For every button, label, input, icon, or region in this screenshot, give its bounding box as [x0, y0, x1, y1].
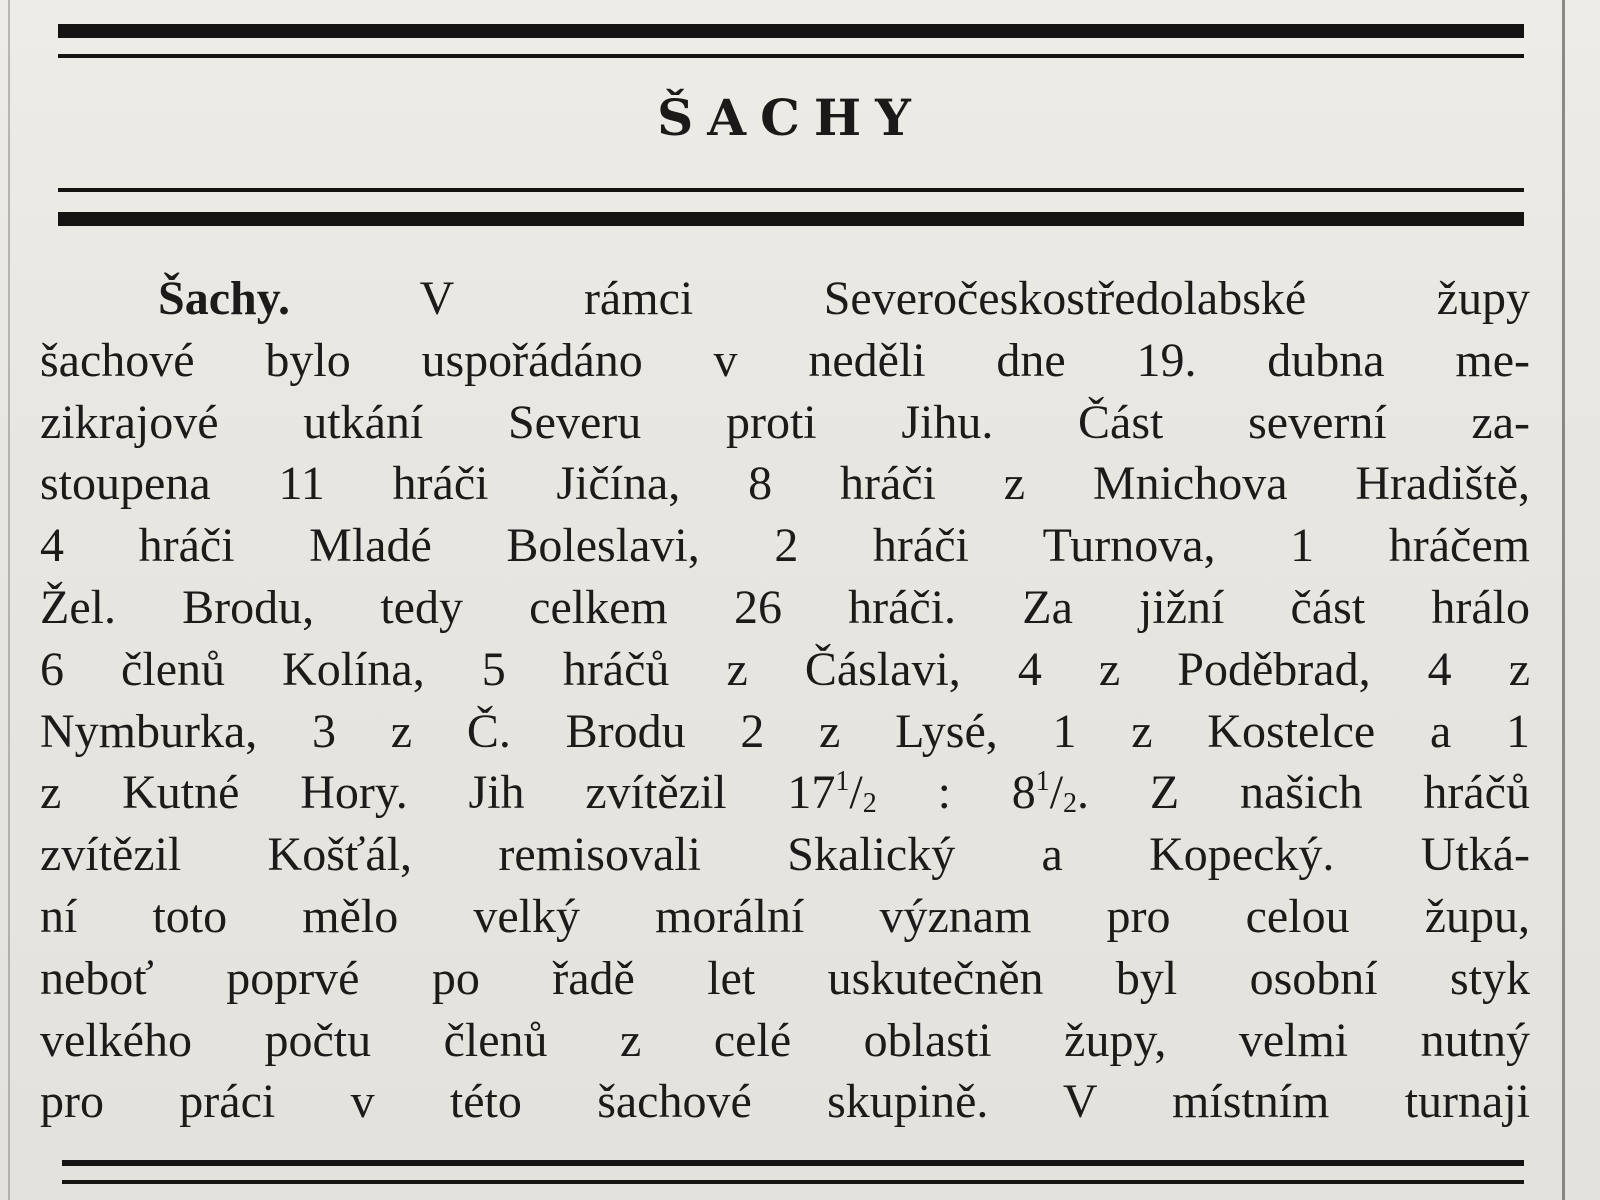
column-edge-left: [8, 0, 10, 1200]
article-line-13: velkého počtu členů z celé oblasti župy, velmi nutný: [40, 1013, 1530, 1067]
article-body: [40, 268, 1530, 1133]
fraction-1-denominator: 2: [862, 788, 877, 820]
bottom-rule-2: [62, 1180, 1524, 1184]
score-text-after: . Z našich hráčů: [1077, 766, 1530, 820]
fraction-2-denominator: 2: [1063, 788, 1078, 820]
article-line-12: neboť poprvé po řadě let uskutečněn byl osobní styk: [40, 951, 1530, 1005]
article-line-11: ní toto mělo velký morální význam pro celou župu,: [40, 889, 1530, 943]
article-line-8: Nymburka, 3 z Č. Brodu 2 z Lysé, 1 z Kostelce a 1: [40, 704, 1530, 758]
article-line-score: [40, 762, 1530, 824]
top-thin-rule: [58, 54, 1524, 58]
article-line-6: Žel. Brodu, tedy celkem 26 hráči. Za jižní část hrálo: [40, 580, 1530, 634]
fraction-2-numerator: 1: [1035, 766, 1050, 798]
fraction-1-numerator: 1: [835, 766, 850, 798]
fraction-1-slash: /: [849, 766, 863, 820]
article-line-5: 4 hráči Mladé Boleslavi, 2 hráči Turnova, 1 hráčem: [40, 519, 1530, 573]
score-text-before: z Kutné Hory. Jih zvítězil 17: [40, 766, 836, 820]
column-edge-right: [1562, 0, 1565, 1200]
score-text-middle: : 8: [876, 766, 1036, 820]
article-line-10: zvítězil Košťál, remisovali Skalický a Kopecký. Utká-: [40, 828, 1530, 882]
section-heading: ŠACHY: [657, 88, 925, 147]
article-line-text: V rámci Severočeskostředolabské župy: [290, 272, 1530, 325]
bottom-rule-1: [62, 1160, 1524, 1166]
article-line-2: šachové bylo uspořádáno v neděli dne 19. dubna me-: [40, 333, 1530, 387]
article-line-3: zikrajové utkání Severu proti Jihu. Část severní za-: [40, 395, 1530, 449]
top-thick-rule: [58, 24, 1524, 38]
article-line-14: pro práci v této šachové skupině. V místním turnaji: [40, 1075, 1530, 1129]
heading-thick-rule: [58, 212, 1524, 226]
article-line-7: 6 členů Kolína, 5 hráčů z Čáslavi, 4 z Poděbrad, 4 z: [40, 642, 1530, 696]
article-line-4: stoupena 11 hráči Jičína, 8 hráči z Mnichova Hradiště,: [40, 457, 1530, 511]
article-line-1: [40, 268, 1530, 330]
fraction-2-slash: /: [1049, 766, 1064, 820]
article-lead-word: Šachy.: [158, 272, 291, 325]
heading-thin-rule: [58, 188, 1524, 192]
